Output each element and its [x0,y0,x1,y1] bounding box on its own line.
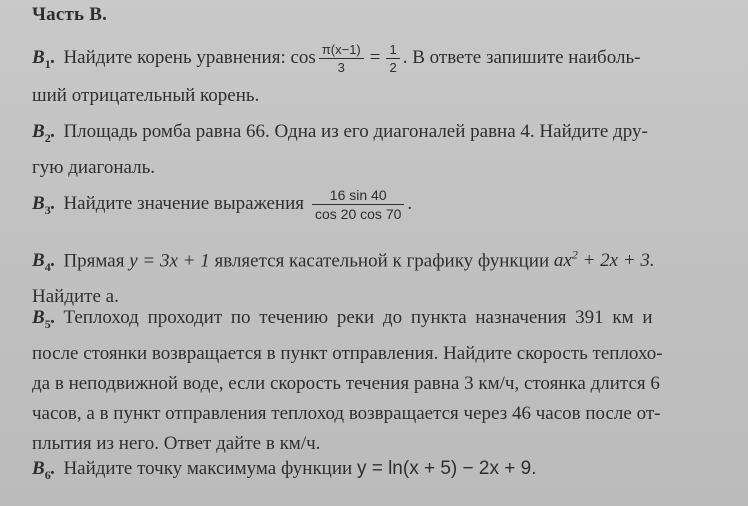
problem-b1-text-after: . В ответе запишите наиболь- [402,47,641,68]
problem-b4 [32,240,734,312]
problem-b6-label [32,458,56,482]
problem-b5-line-5: плытия из него. Ответ дайте в км/ч. [32,432,321,454]
function-term: ax [553,250,572,272]
problem-b2 [32,117,734,183]
problem-b5-line-1 [32,303,734,339]
problem-b4-line-1 [32,240,734,282]
problem-b5-line-2: после стоянки возвращается в пункт отправления. Найдите скорость теплохо- [32,342,663,364]
label-letter: B [32,47,45,68]
problem-b1-rhs-fraction [386,43,399,74]
label-letter: B [32,307,45,328]
label-dot: . [50,47,56,68]
problem-b2-line-2: гую диагональ. [32,156,155,178]
problem-b4-text-mid: является касательной к графику функции [214,250,550,272]
label-dot: . [50,250,56,272]
problem-b6-line-1 [32,454,734,490]
label-dot: . [50,192,56,214]
problem-b2-label [32,121,56,145]
function-power: 2 [571,248,578,262]
problem-b2-line-1 [32,117,734,153]
problem-b4-line-equation: y = 3x + 1 [129,250,210,272]
problem-b5-line-4: часов, а в пункт отправления теплоход возвращается через 46 часов после от- [32,402,661,424]
problem-b2-line-1-text: Площадь ромба равна 66. Одна из его диагоналей равна 4. Найдите дру- [63,121,648,142]
problem-b1-line-2: ший отрицательный корень. [32,84,260,106]
label-dot: . [50,458,56,479]
problem-b3-line-1 [32,188,734,225]
label-letter: B [32,121,45,142]
fraction-numerator: 16 sin 40 [312,188,404,205]
label-dot: . [50,121,56,142]
problem-b4-function [554,250,655,271]
problem-b3-expression-fraction [312,188,404,221]
label-index: 2 [44,130,51,145]
problem-b4-text-before: Прямая [63,250,125,272]
problem-b1-text-before: Найдите корень уравнения: cos [63,47,316,68]
label-dot: . [50,307,56,328]
problem-b3 [32,188,734,225]
label-index: 6 [44,467,51,482]
problem-b5-label [32,307,56,331]
function-rest: + 2x + 3. [577,250,655,272]
problem-b3-text-after: . [407,192,413,214]
section-heading: Часть B. [32,4,108,25]
problem-b4-label [32,250,56,275]
problem-b6-text-before: Найдите точку максимума функции [63,458,353,479]
fraction-denominator: 3 [337,60,345,76]
problem-b1-cos-fraction [319,43,364,74]
problem-b3-text-before: Найдите значение выражения [63,192,304,214]
problem-b6-function: y = ln(x + 5) − 2x + 9. [356,458,537,479]
problem-b1-label [32,47,56,71]
problem-b4-line-2: Найдите a. [32,286,119,308]
problem-b3-label [32,192,56,217]
fraction-numerator: 1 [386,43,399,59]
label-index: 1 [44,56,51,71]
problem-b1-line-1 [32,43,734,79]
fraction-denominator: cos 20 cos 70 [315,206,402,222]
fraction-denominator: 2 [389,60,397,76]
problem-b6 [32,454,734,490]
problem-b5-line-3: да в неподвижной воде, если скорость течения равна 3 км/ч, стоянка длится 6 [32,372,660,394]
problem-b5-line-1-text: Теплоход проходит по течению реки до пункта назначения 391 км и [63,307,653,328]
label-letter: B [32,192,45,214]
label-index: 5 [44,316,51,331]
problem-b1-equals: = [369,47,381,68]
fraction-numerator: π(x−1) [319,43,364,59]
label-letter: B [32,458,45,479]
label-index: 3 [44,202,51,217]
label-letter: B [32,250,45,272]
problem-b1 [32,43,734,111]
label-index: 4 [44,260,51,275]
problem-b5 [32,303,734,459]
